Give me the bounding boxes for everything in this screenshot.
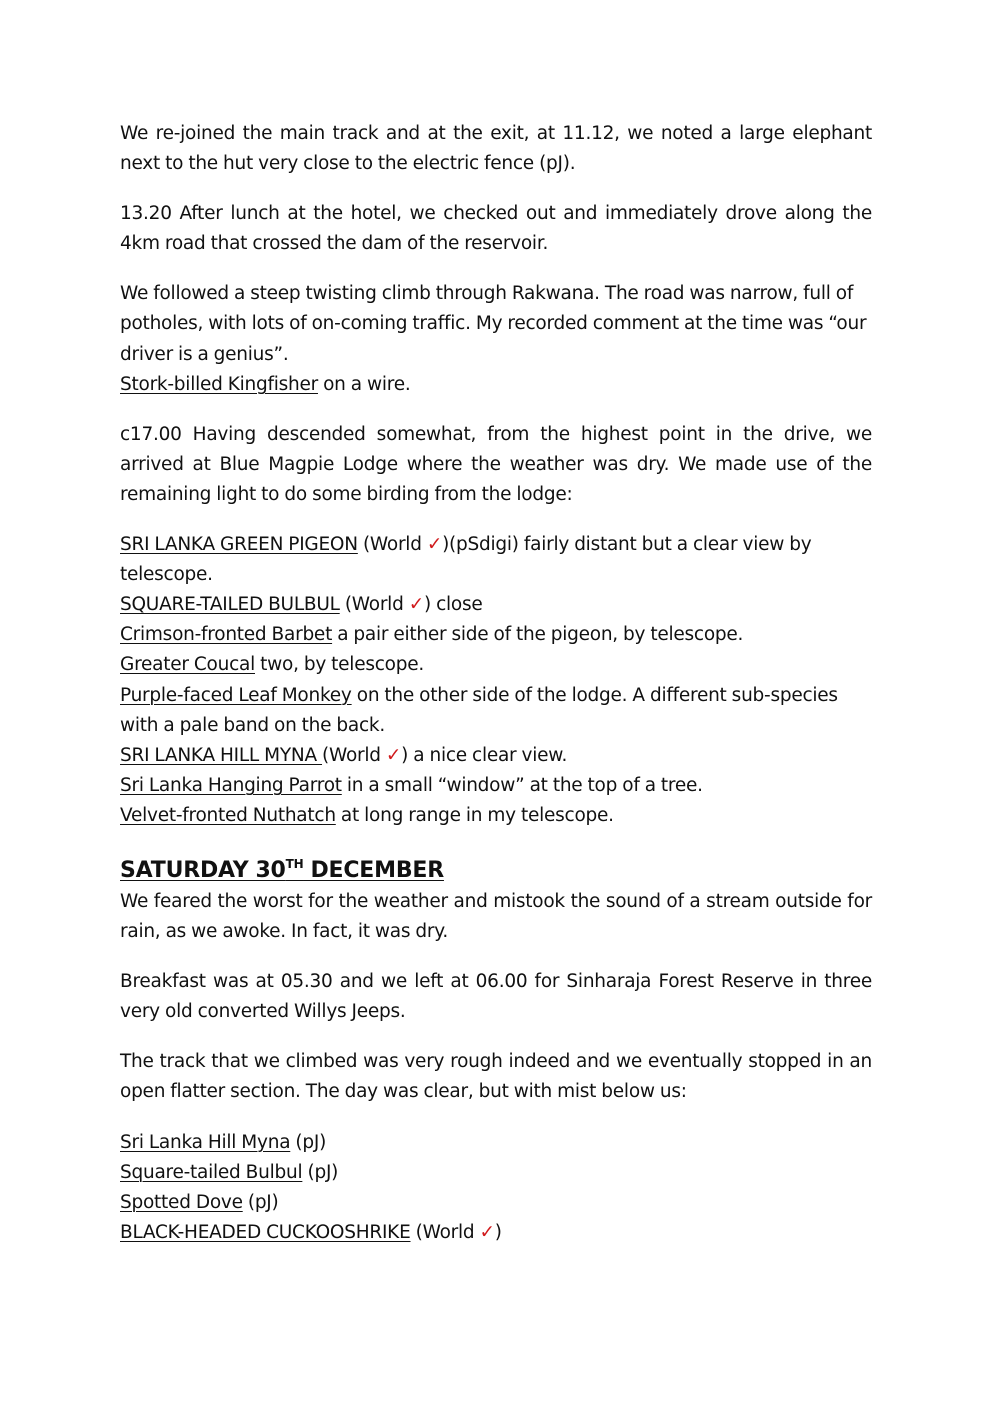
forest-sightings-list: [120, 1128, 872, 1248]
paragraph-weather: We feared the worst for the weather and mistook the sound of a stream outside for rain, as we awoke. In fact, it was dry.: [120, 890, 872, 943]
species-name: Purple-faced Leaf Monkey: [120, 684, 352, 706]
sighting-note: in a small “window” at the top of a tree.: [341, 774, 703, 796]
sighting-sri-lanka-green-pigeon: [120, 530, 872, 590]
paragraph-track: The track that we climbed was very rough indeed and we eventually stopped in an open flatter section. The day was clear, but with mist below us:: [120, 1051, 872, 1103]
sighting-crimson-fronted-barbet: [120, 620, 872, 650]
sighting-note: at long range in my telescope.: [335, 804, 614, 826]
species-name: SQUARE-TAILED BULBUL: [120, 594, 340, 616]
sighting-note: (pJ): [290, 1131, 327, 1153]
sighting-purple-faced-leaf-monkey: [120, 681, 872, 741]
species-name: SRI LANKA GREEN PIGEON: [120, 534, 358, 556]
sighting-note: on a wire.: [317, 373, 411, 395]
sighting-note: two, by telescope.: [255, 654, 424, 676]
checkmark-icon: ✓: [426, 534, 443, 556]
sighting-velvet-fronted-nuthatch: [120, 801, 872, 831]
paragraph-elephant: We re-joined the main track and at the exit, at 11.12, we noted a large elephant next to the hut very close to the electric fence (pJ).: [120, 123, 872, 175]
sighting-greater-coucal: [120, 650, 872, 680]
sighting-note: on the other side of the lodge. A different sub-species with a pale band on the back.: [120, 684, 838, 736]
checkmark-icon: ✓: [408, 594, 424, 616]
sighting-note: a pair either side of the pigeon, by telescope.: [332, 624, 744, 646]
paragraph-blue-magpie-lodge: c17.00 Having descended somewhat, from the highest point in the drive, we arrived at Blue Magpie Lodge where the weather was dry. We made use of the remaining light to do some birding from the lodge:: [120, 423, 872, 505]
species-name: Sri Lanka Hanging Parrot: [120, 774, 342, 796]
paragraph-rakwana: [120, 279, 872, 399]
sighting-sri-lanka-hill-myna: [120, 741, 872, 771]
species-name: Square-tailed Bulbul: [120, 1161, 303, 1183]
sighting-square-tailed-bulbul-2: [120, 1158, 872, 1188]
sighting-black-headed-cuckooshrike: [120, 1218, 872, 1248]
world-tick-label: (World: [410, 1221, 480, 1243]
species-name: Sri Lanka Hill Myna: [120, 1131, 291, 1153]
species-name: Crimson-fronted Barbet: [120, 624, 333, 646]
day-heading-ordinal: TH: [285, 856, 304, 871]
species-name: Greater Coucal: [120, 654, 255, 676]
sighting-square-tailed-bulbul: [120, 590, 872, 620]
paragraph-lunch: 13.20 After lunch at the hotel, we checked out and immediately drove along the 4km road that crossed the dam of the reservoir.: [120, 203, 872, 255]
paragraph-rakwana-text: We followed a steep twisting climb through Rakwana. The road was narrow, full of potholes, with lots of on-coming traffic. My recorded comment at the time was “our driver is a genius”.: [120, 283, 867, 365]
document-page: [120, 119, 872, 1266]
paragraph-breakfast: Breakfast was at 05.30 and we left at 06.00 for Sinharaja Forest Reserve in three very old converted Willys Jeeps.: [120, 971, 872, 1023]
world-tick-label: (World: [322, 744, 386, 766]
species-name: Stork-billed Kingfisher: [120, 373, 318, 395]
sighting-stork-billed-kingfisher: [120, 370, 872, 400]
world-tick-label: (World: [357, 534, 427, 556]
checkmark-icon: ✓: [479, 1221, 495, 1243]
sighting-note: ): [494, 1221, 502, 1243]
sighting-note: ) a nice clear view.: [401, 744, 568, 766]
day-heading-date: SATURDAY 30: [120, 857, 286, 883]
species-name: BLACK-HEADED CUCKOOSHRIKE: [120, 1221, 411, 1243]
lodge-sightings-list: [120, 530, 872, 831]
species-name: SRI LANKA HILL MYNA: [120, 744, 323, 766]
day-heading: [120, 849, 872, 887]
sighting-note: )(pSdigi) fairly distant but a clear view by telescope.: [120, 534, 812, 586]
species-name: Velvet-fronted Nuthatch: [120, 804, 336, 826]
sighting-sri-lanka-hanging-parrot: [120, 771, 872, 801]
checkmark-icon: ✓: [385, 744, 402, 766]
world-tick-label: (World: [339, 594, 409, 616]
day-heading-month: DECEMBER: [303, 857, 444, 883]
sighting-sri-lanka-hill-myna-2: [120, 1128, 872, 1158]
species-name: Spotted Dove: [120, 1191, 243, 1213]
sighting-note: (pJ): [302, 1161, 339, 1183]
sighting-note: ) close: [423, 594, 483, 616]
sighting-spotted-dove: [120, 1188, 872, 1218]
sighting-note: (pJ): [242, 1191, 279, 1213]
